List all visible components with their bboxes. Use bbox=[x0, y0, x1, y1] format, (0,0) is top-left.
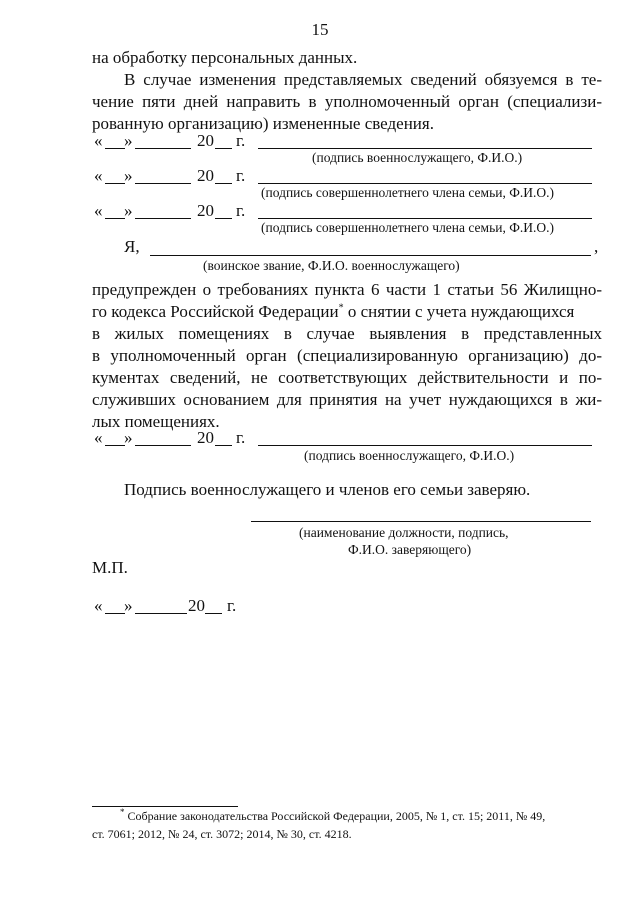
year-prefix: 20 bbox=[197, 201, 214, 220]
month-blank[interactable] bbox=[135, 183, 191, 184]
signature-line[interactable] bbox=[258, 218, 592, 219]
month-blank[interactable] bbox=[135, 148, 191, 149]
date-close-quote: » bbox=[124, 596, 133, 615]
signature-caption: (подпись военнослужащего, Ф.И.О.) bbox=[304, 448, 515, 463]
footnote-line-2: ст. 7061; 2012, № 24, ст. 3072; 2014, № 30, ст. 4218. bbox=[92, 827, 352, 841]
warning-line-5: кументах сведений, не соответствующих действительности и по- bbox=[92, 368, 602, 387]
day-blank[interactable] bbox=[105, 445, 125, 446]
year-blank[interactable] bbox=[215, 148, 232, 149]
year-blank[interactable] bbox=[205, 613, 222, 614]
change-paragraph-line-3: рованную организацию) измененные сведения. bbox=[92, 114, 434, 133]
footnote-separator bbox=[92, 806, 238, 807]
warning-line-4: в уполномоченный орган (специализированную организацию) до- bbox=[92, 346, 602, 365]
change-paragraph-line-2: чение пяти дней направить в уполномоченный орган (специализи- bbox=[92, 92, 602, 111]
warning-line-3: в жилых помещениях в случае выявления в представленных bbox=[92, 324, 602, 343]
day-blank[interactable] bbox=[105, 613, 125, 614]
date-open-quote: « bbox=[94, 596, 103, 615]
certifier-caption-1: (наименование должности, подпись, bbox=[299, 525, 509, 540]
warning-line-7: лых помещениях. bbox=[92, 412, 220, 431]
year-blank[interactable] bbox=[215, 183, 232, 184]
signature-caption: (подпись совершеннолетнего члена семьи, Ф.И.О.) bbox=[261, 185, 554, 200]
year-suffix: г. bbox=[227, 596, 237, 615]
year-suffix: г. bbox=[236, 428, 246, 447]
intro-line: на обработку персональных данных. bbox=[92, 48, 358, 67]
warning-line-1: предупрежден о требованиях пункта 6 части 1 статьи 56 Жилищно- bbox=[92, 280, 602, 299]
day-blank[interactable] bbox=[105, 148, 125, 149]
date-close-quote: » bbox=[124, 201, 133, 220]
signature-line[interactable] bbox=[258, 148, 592, 149]
signature-caption: (подпись совершеннолетнего члена семьи, Ф.И.О.) bbox=[261, 220, 554, 235]
footnote-marker: * bbox=[338, 302, 344, 314]
footnote-marker: * bbox=[120, 807, 125, 817]
warning-line-2 bbox=[92, 302, 602, 322]
rank-name-line[interactable] bbox=[150, 255, 591, 256]
date-close-quote: » bbox=[124, 428, 133, 447]
date-open-quote: « bbox=[94, 428, 103, 447]
year-suffix: г. bbox=[236, 131, 246, 150]
year-suffix: г. bbox=[236, 201, 246, 220]
month-blank[interactable] bbox=[135, 218, 191, 219]
certify-text: Подпись военнослужащего и членов его семьи заверяю. bbox=[124, 480, 531, 499]
month-blank[interactable] bbox=[135, 613, 187, 614]
year-suffix: г. bbox=[236, 166, 246, 185]
certifier-caption-2: Ф.И.О. заверяющего) bbox=[348, 542, 472, 557]
warning-line-6: служивших основанием для принятия на учет нуждающихся в жи- bbox=[92, 390, 602, 409]
stamp-label: М.П. bbox=[92, 558, 128, 577]
change-paragraph-line-1: В случае изменения представляемых сведений обязуемся в те- bbox=[124, 70, 602, 89]
date-open-quote: « bbox=[94, 131, 103, 150]
year-prefix: 20 bbox=[197, 428, 214, 447]
footnote-line-1 bbox=[120, 808, 545, 825]
signature-line[interactable] bbox=[258, 445, 592, 446]
year-prefix: 20 bbox=[197, 131, 214, 150]
month-blank[interactable] bbox=[135, 445, 191, 446]
page-number: 15 bbox=[311, 20, 329, 39]
date-open-quote: « bbox=[94, 201, 103, 220]
year-blank[interactable] bbox=[215, 218, 232, 219]
date-open-quote: « bbox=[94, 166, 103, 185]
warning-line-2-part-b: о снятии с учета нуждающихся bbox=[343, 302, 575, 321]
day-blank[interactable] bbox=[105, 183, 125, 184]
signature-line[interactable] bbox=[258, 183, 592, 184]
year-prefix: 20 bbox=[188, 596, 205, 615]
rank-caption: (воинское звание, Ф.И.О. военнослужащего) bbox=[203, 258, 460, 273]
trailing-comma: , bbox=[594, 237, 599, 256]
footnote-text-1: Собрание законодательства Российской Федерации, 2005, № 1, ст. 15; 2011, № 49, bbox=[127, 809, 546, 823]
year-prefix: 20 bbox=[197, 166, 214, 185]
i-label: Я, bbox=[124, 237, 140, 256]
date-close-quote: » bbox=[124, 166, 133, 185]
year-blank[interactable] bbox=[215, 445, 232, 446]
date-close-quote: » bbox=[124, 131, 133, 150]
certifier-line[interactable] bbox=[251, 521, 591, 522]
signature-caption: (подпись военнослужащего, Ф.И.О.) bbox=[312, 150, 523, 165]
day-blank[interactable] bbox=[105, 218, 125, 219]
warning-line-2-part-a: го кодекса Российской Федерации bbox=[92, 302, 339, 321]
